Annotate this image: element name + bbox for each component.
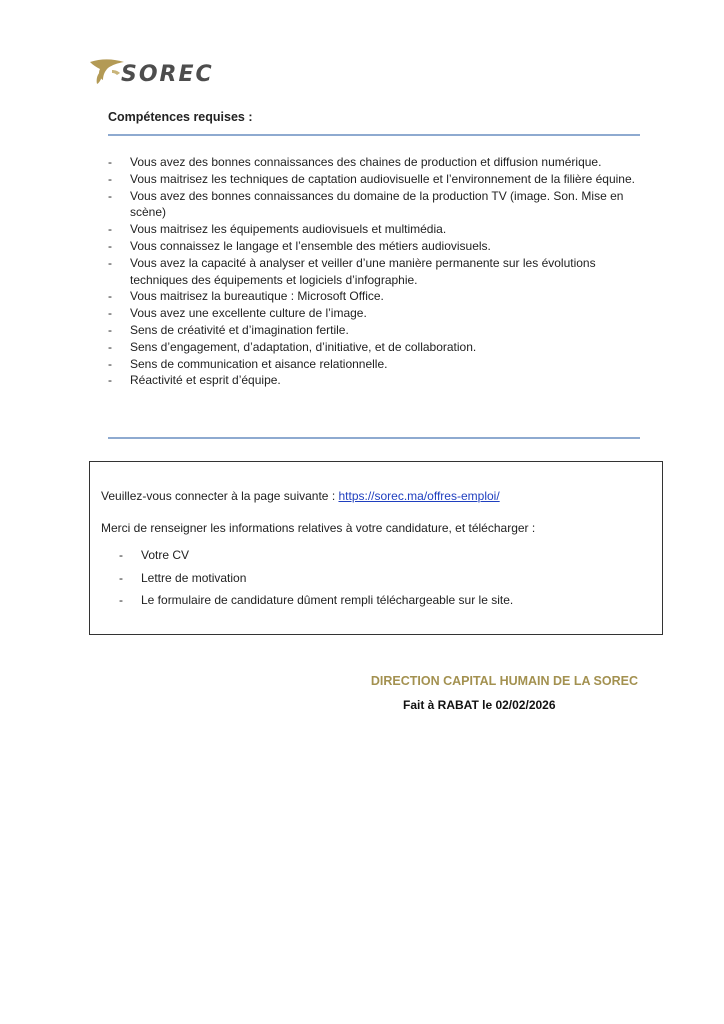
list-dash: - <box>108 356 112 371</box>
skill-item <box>108 154 640 171</box>
list-dash: - <box>108 171 112 186</box>
skill-item <box>108 238 640 255</box>
list-dash: - <box>119 548 123 562</box>
skills-top-divider <box>108 134 640 136</box>
application-box <box>89 461 663 635</box>
skill-item <box>108 188 640 222</box>
skill-item <box>108 255 640 289</box>
skill-item <box>108 171 640 188</box>
list-dash: - <box>108 238 112 253</box>
list-dash: - <box>119 570 123 585</box>
skill-item <box>108 322 640 339</box>
sorec-wordmark: SOREC <box>121 62 214 87</box>
skill-text: Vous maitrisez les équipements audiovisuels et multimédia. <box>130 222 447 237</box>
skill-item <box>108 305 640 322</box>
list-dash: - <box>108 339 112 354</box>
direction-signature: DIRECTION CAPITAL HUMAIN DE LA SOREC <box>370 674 638 688</box>
list-dash: - <box>108 155 112 169</box>
document-item <box>119 544 513 567</box>
list-dash: - <box>108 322 112 337</box>
skill-text: Vous avez des bonnes connaissances des chaines de production et diffusion numérique. <box>130 155 602 169</box>
skills-bottom-divider <box>108 437 640 439</box>
list-dash: - <box>108 255 112 270</box>
place-date-line: Fait à RABAT le 02/02/2026 <box>403 698 556 712</box>
list-dash: - <box>108 289 112 304</box>
skill-text: Sens d’engagement, d’adaptation, d’initiative, et de collaboration. <box>130 339 477 354</box>
skill-item <box>108 372 640 389</box>
document-item <box>119 589 513 612</box>
skill-text: Vous avez une excellente culture de l’image. <box>130 306 367 321</box>
list-dash: - <box>108 188 112 203</box>
skill-text: Vous maitrisez les techniques de captation audiovisuelle et l’environnement de la filière équine. <box>130 171 635 186</box>
document-text: Lettre de motivation <box>141 570 247 585</box>
skills-list <box>108 154 640 389</box>
skill-text: Vous maitrisez la bureautique : Microsoft Office. <box>130 289 384 304</box>
skill-item <box>108 339 640 356</box>
skill-text: Sens de communication et aisance relationnelle. <box>130 356 388 371</box>
document-item <box>119 567 513 590</box>
list-dash: - <box>108 222 112 237</box>
skill-item <box>108 356 640 373</box>
skills-title: Compétences requises : <box>108 110 253 124</box>
job-offers-link[interactable]: https://sorec.ma/offres-emploi/ <box>338 489 500 503</box>
skill-text: Réactivité et esprit d’équipe. <box>130 373 281 388</box>
document-text: Le formulaire de candidature dûment rempli téléchargeable sur le site. <box>141 593 514 607</box>
skill-text: Vous avez des bonnes connaissances du domaine de la production TV (image. Son. Mise en scène) <box>130 188 624 220</box>
instructions-text: Merci de renseigner les informations relatives à votre candidature, et télécharger : <box>101 521 536 535</box>
sorec-logo <box>88 56 248 92</box>
list-dash: - <box>108 306 112 321</box>
skill-item <box>108 288 640 305</box>
list-dash: - <box>119 593 123 607</box>
connect-line <box>101 489 500 503</box>
list-dash: - <box>108 373 112 388</box>
skill-text: Vous avez la capacité à analyser et veiller d’une manière permanente sur les évolutions techniques des équipements et logiciels d’infographie. <box>130 255 596 287</box>
skill-item <box>108 221 640 238</box>
documents-list <box>119 544 513 612</box>
document-text: Votre CV <box>141 548 190 562</box>
skill-text: Vous connaissez le langage et l’ensemble des métiers audiovisuels. <box>130 238 491 253</box>
skill-text: Sens de créativité et d’imagination fertile. <box>130 322 349 337</box>
connect-text: Veuillez-vous connecter à la page suivante : <box>101 489 339 503</box>
